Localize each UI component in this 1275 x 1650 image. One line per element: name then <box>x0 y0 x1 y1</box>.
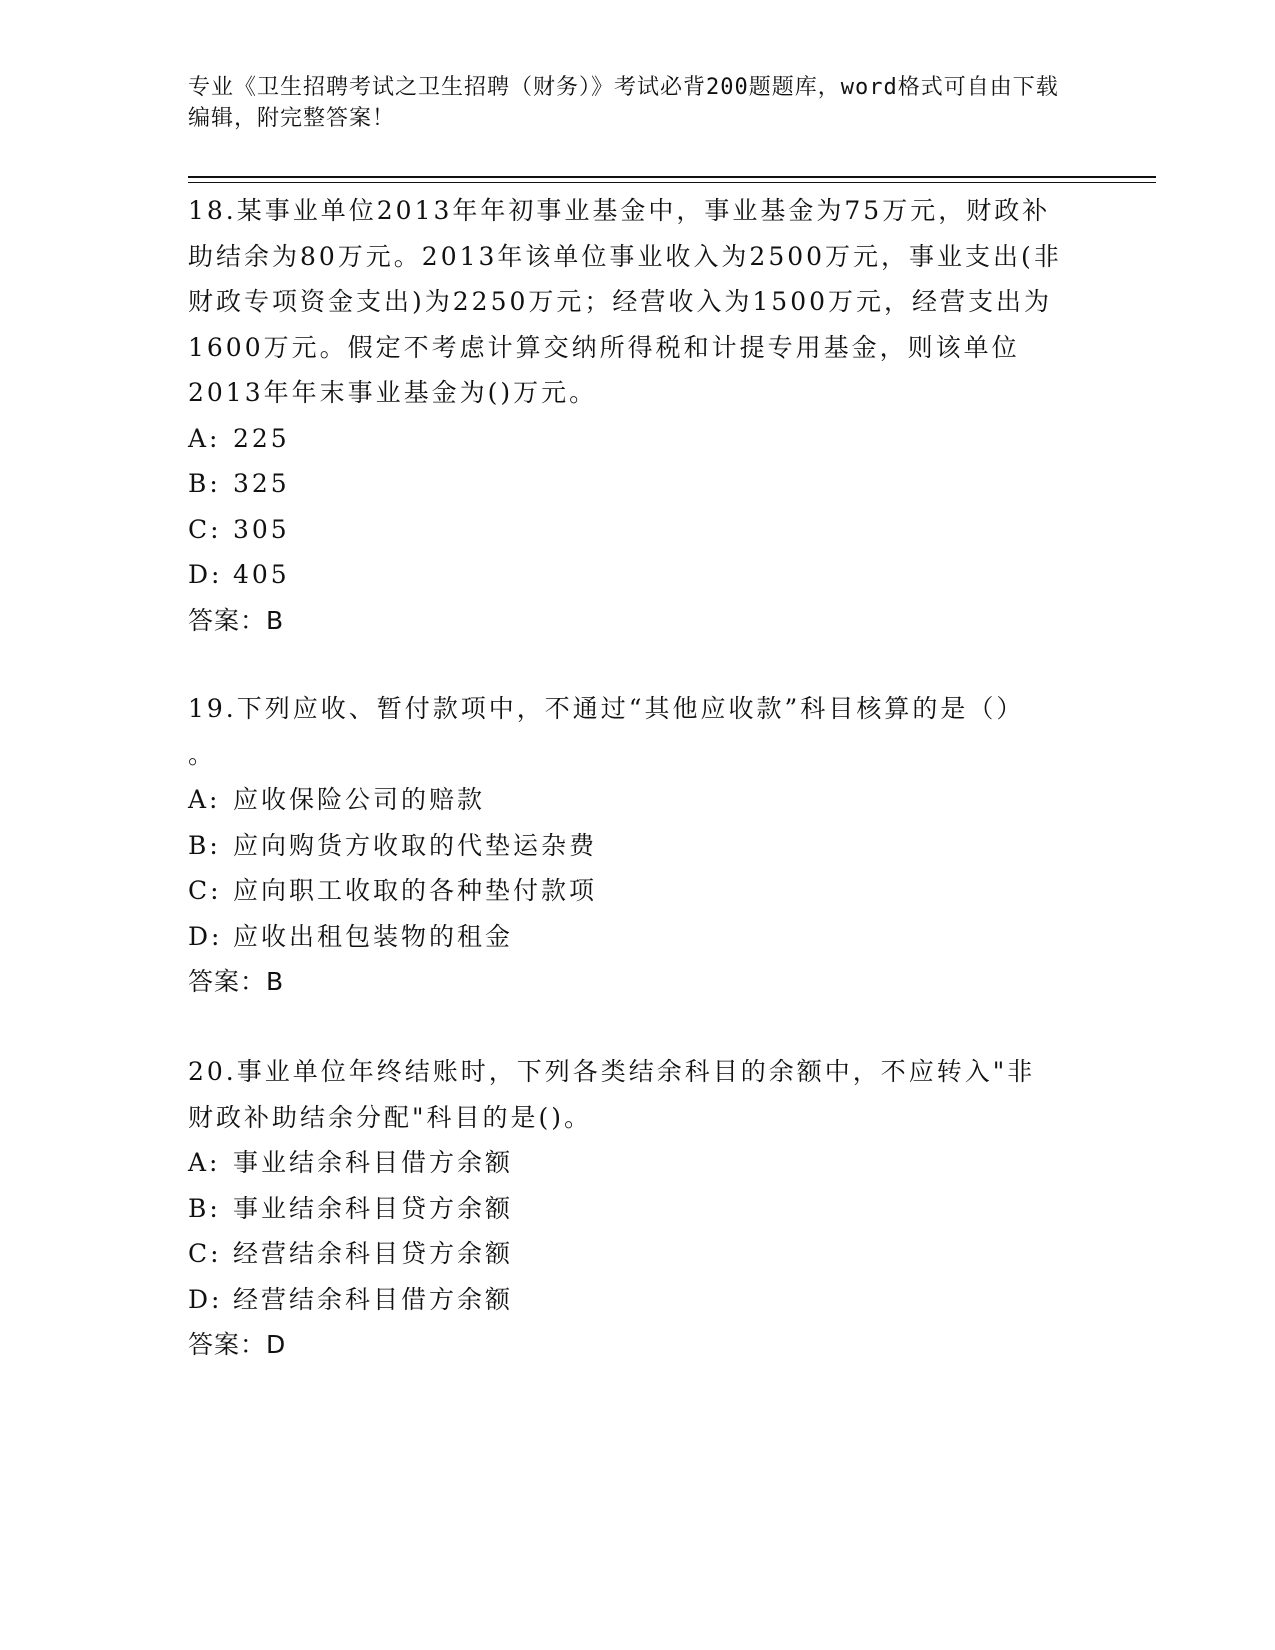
option-text: 应收出租包装物的租金 <box>233 921 514 951</box>
option-a <box>188 777 1088 823</box>
question-stem-line <box>188 1049 1088 1095</box>
option-text: 应收保险公司的赔款 <box>233 785 486 814</box>
question-18 <box>188 188 1088 643</box>
option-letter: C: <box>188 1239 222 1268</box>
option-letter: A: <box>188 423 221 453</box>
question-number: 20. <box>188 1057 237 1086</box>
option-text: 225 <box>233 423 290 453</box>
question-number: 18. <box>188 196 237 225</box>
option-letter: B: <box>188 830 221 860</box>
option-letter: D: <box>188 1284 223 1314</box>
header-divider-thick <box>188 176 1156 178</box>
option-b <box>188 823 1088 869</box>
question-20 <box>188 1049 1088 1368</box>
option-letter: D: <box>188 560 223 589</box>
option-text: 经营结余科目贷方余额 <box>233 1239 514 1268</box>
option-text: 405 <box>233 560 290 589</box>
answer: 答案：B <box>188 605 285 635</box>
option-text: 经营结余科目借方余额 <box>233 1284 514 1314</box>
answer: 答案：B <box>188 967 285 996</box>
question-stem-line: 助结余为80万元。2013年该单位事业收入为2500万元，事业支出(非 <box>188 241 1062 271</box>
document-header: 专业《卫生招聘考试之卫生招聘（财务）》考试必背200题题库，word格式可自由下载编辑，附完整答案！ <box>188 75 1059 131</box>
question-stem-line: 财政专项资金支出)为2250万元；经营收入为1500万元，经营支出为 <box>188 287 1053 316</box>
option-d <box>188 552 1088 598</box>
option-letter: B: <box>188 1193 221 1223</box>
option-d <box>188 914 1088 960</box>
option-text: 事业结余科目借方余额 <box>233 1148 514 1177</box>
question-stem-line <box>188 686 1088 732</box>
option-c <box>188 868 1088 914</box>
question-stem-line: 2013年年末事业基金为()万元。 <box>188 378 598 407</box>
option-text: 305 <box>233 514 290 544</box>
header-divider-thin <box>188 182 1156 183</box>
question-stem <box>188 686 1088 777</box>
option-a <box>188 1140 1088 1186</box>
option-a <box>188 416 1088 462</box>
option-text: 325 <box>233 469 290 498</box>
option-letter: C: <box>188 514 222 544</box>
option-text: 应向职工收取的各种垫付款项 <box>233 876 598 905</box>
question-stem <box>188 188 1088 416</box>
question-stem-line: 。 <box>188 739 217 769</box>
question-stem-line: 财政补助结余分配"科目的是()。 <box>188 1102 593 1132</box>
answer: 答案：D <box>188 1330 287 1359</box>
option-letter: C: <box>188 876 222 905</box>
question-stem-text: 某事业单位2013年年初事业基金中，事业基金为75万元，财政补 <box>236 196 1051 225</box>
option-letter: B: <box>188 469 221 498</box>
option-text: 应向购货方收取的代垫运杂费 <box>233 830 598 860</box>
option-d <box>188 1277 1088 1323</box>
question-number: 19. <box>188 694 237 723</box>
question-stem-line <box>188 188 1088 234</box>
option-letter: D: <box>188 921 223 951</box>
option-letter: A: <box>188 1148 221 1177</box>
option-text: 事业结余科目贷方余额 <box>233 1193 514 1223</box>
question-19 <box>188 686 1088 1005</box>
option-letter: A: <box>188 785 221 814</box>
question-stem <box>188 1049 1088 1140</box>
question-stem-line: 1600万元。假定不考虑计算交纳所得税和计提专用基金，则该单位 <box>188 332 1020 362</box>
option-b <box>188 461 1088 507</box>
option-c <box>188 507 1088 553</box>
question-stem-text: 下列应收、暂付款项中，不通过“其他应收款”科目核算的是（） <box>236 694 1025 723</box>
question-stem-text: 事业单位年终结账时，下列各类结余科目的余额中，不应转入"非 <box>236 1057 1036 1086</box>
option-c <box>188 1231 1088 1277</box>
option-b <box>188 1186 1088 1232</box>
